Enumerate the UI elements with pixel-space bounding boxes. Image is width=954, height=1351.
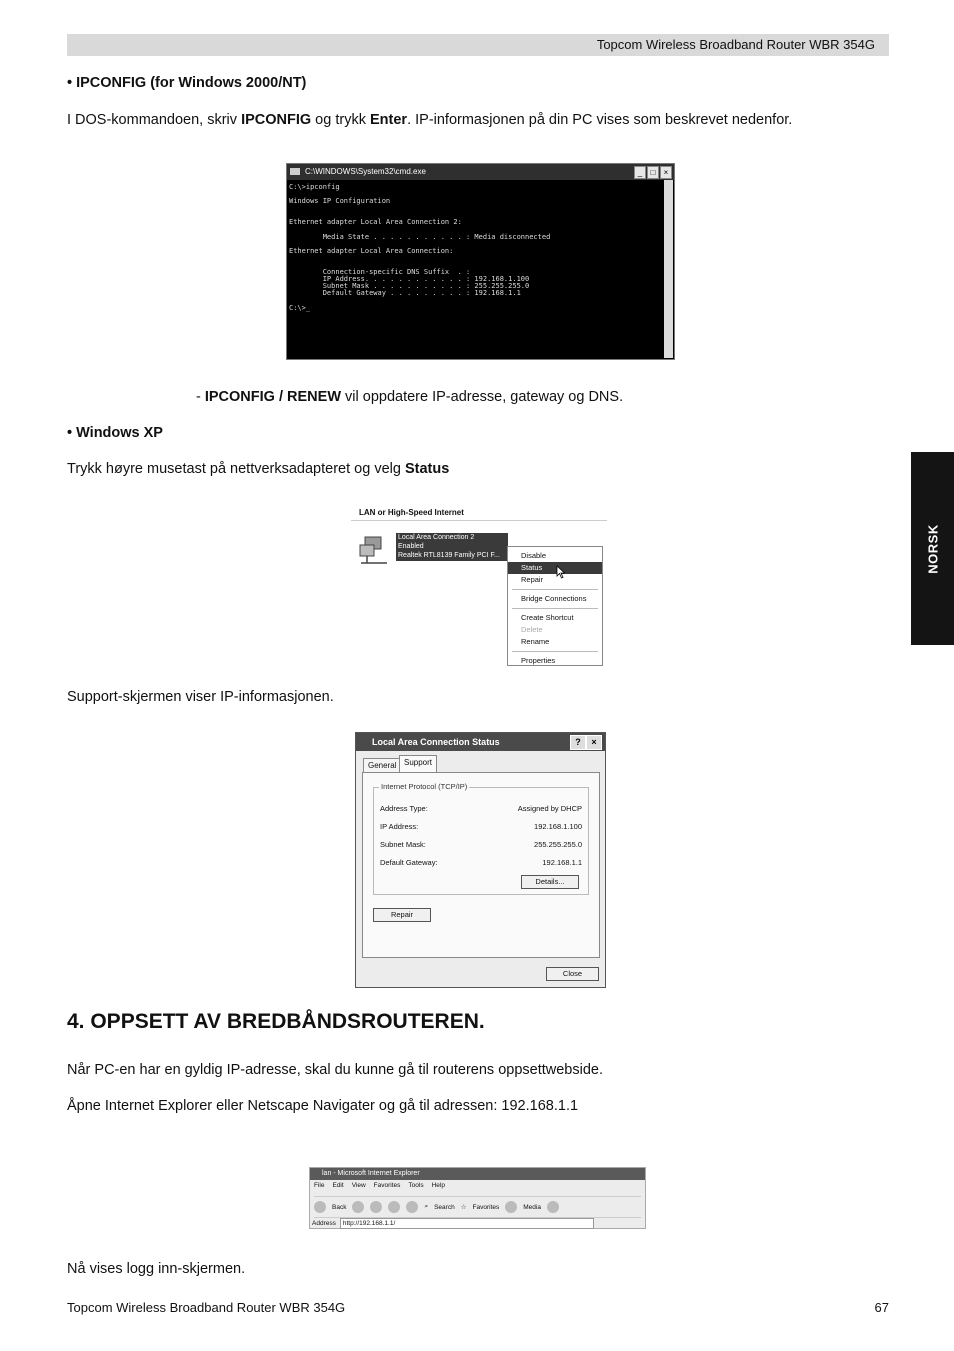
favorites-icon: ☆ [460,1204,467,1211]
maximize-icon: □ [647,166,659,179]
close-icon: × [660,166,672,179]
media-icon [505,1201,517,1213]
menu-item-delete: Delete [521,625,543,634]
address-field: http://192.168.1.1/ [340,1218,594,1229]
network-group-header: LAN or High-Speed Internet [351,505,607,521]
help-icon: ? [570,735,586,750]
winxp-heading: • Windows XP [67,425,163,441]
minimize-icon: _ [634,166,646,179]
dialog-title-bar [356,733,605,751]
selected-adapter: Local Area Connection 2 Enabled Realtek RTL8139 Family PCI F... [396,533,508,561]
tcpip-group: Internet Protocol (TCP/IP) Address Type: Assigned by DHCP IP Address: 192.168.1.100 Subnet Mask: 255.255.255.0 Default Gateway: 192.168.1.1 Details... [373,787,589,895]
ipconfig-paragraph: I DOS-kommandoen, skriv IPCONFIG og trykk Enter. IP-informasjonen på din PC vises som beskrevet nedenfor. [67,112,793,128]
info-row: Subnet Mask: 255.255.255.0 [380,840,582,849]
language-tab-label: NORSK [925,523,940,574]
search-icon: ⌕ [424,1203,429,1210]
cmd-icon [290,168,300,175]
cmd-title: C:\WINDOWS\System32\cmd.exe [305,167,426,176]
info-row: Default Gateway: 192.168.1.1 [380,858,582,867]
context-menu [507,546,603,666]
network-adapter-icon [357,533,393,567]
valid-ip-paragraph: Når PC-en har en gyldig IP-adresse, skal du kunne gå til routerens oppsettwebside. [67,1062,603,1078]
language-tab [911,452,954,645]
stop-icon [370,1201,382,1213]
section-heading: 4. OPPSETT AV BREDBÅNDSROUTEREN. [67,1010,485,1033]
dialog-title: Local Area Connection Status [372,737,500,747]
network-connections-screenshot [351,505,607,667]
forward-icon [352,1201,364,1213]
open-browser-paragraph: Åpne Internet Explorer eller Netscape Navigater og gå til adressen: 192.168.1.1 [67,1098,579,1114]
menu-item-bridge: Bridge Connections [521,594,587,603]
ie-address-bar: Address http://192.168.1.1/ [312,1218,594,1229]
close-icon: × [586,735,602,750]
cmd-screenshot [286,163,675,360]
menu-item-rename: Rename [521,637,550,646]
login-paragraph: Nå vises logg inn-skjermen. [67,1261,246,1277]
refresh-icon [388,1201,400,1213]
info-row: IP Address: 192.168.1.100 [380,822,582,831]
footer-title: Topcom Wireless Broadband Router WBR 354G [67,1300,346,1315]
scrollbar [664,180,673,358]
info-row: Address Type: Assigned by DHCP [380,804,582,813]
status-dialog-screenshot [355,732,606,988]
home-icon [406,1201,418,1213]
renew-paragraph: - IPCONFIG / RENEW vil oppdatere IP-adresse, gateway og DNS. [196,389,624,405]
menu-item-properties: Properties [521,656,556,665]
winxp-paragraph: Trykk høyre musetast på nettverksadapteret og velg Status [67,461,450,477]
support-pane [362,772,600,958]
ie-toolbar: Back ⌕ Search ☆ Favorites Media [314,1196,641,1218]
history-icon [547,1201,559,1213]
ipconfig-heading: • IPCONFIG (for Windows 2000/NT) [67,75,307,91]
menu-item-shortcut: Create Shortcut [521,613,574,622]
menu-item-repair: Repair [521,575,544,584]
page-number: 67 [874,1300,889,1315]
ie-title: lan - Microsoft Internet Explorer [310,1168,645,1180]
mouse-cursor-icon [556,565,566,579]
support-paragraph: Support-skjermen viser IP-informasjonen. [67,689,334,705]
menu-item-disable: Disable [521,551,547,560]
header-title: Topcom Wireless Broadband Router WBR 354G [596,37,875,52]
details-button: Details... [521,875,579,889]
tab-support: Support [399,755,437,773]
menu-item-status: Status [508,562,602,574]
cmd-output: C:\>ipconfig Windows IP Configuration Ethernet adapter Local Area Connection 2: Media State . . . . . . . . . . . : Media disconnected Ethernet adapter Local Area Connection: Connection-specific DNS Suffix . : IP Address. . . . . . . . . . . . : 192.168.1.100 Subnet Mask . . . . . . . . . . . : 255.255.255.0 Default Gateway . . . . . . . . . : 192.168.1.1 C:\>_ [289,183,551,312]
ie-menu-bar: File Edit View Favorites Tools Help [314,1182,445,1189]
page-header [67,34,889,56]
repair-button: Repair [373,908,431,922]
back-icon [314,1201,326,1213]
ie-screenshot [309,1167,646,1229]
cmd-title-bar [287,164,674,180]
tab-general: General [363,758,401,773]
close-button: Close [546,967,599,981]
